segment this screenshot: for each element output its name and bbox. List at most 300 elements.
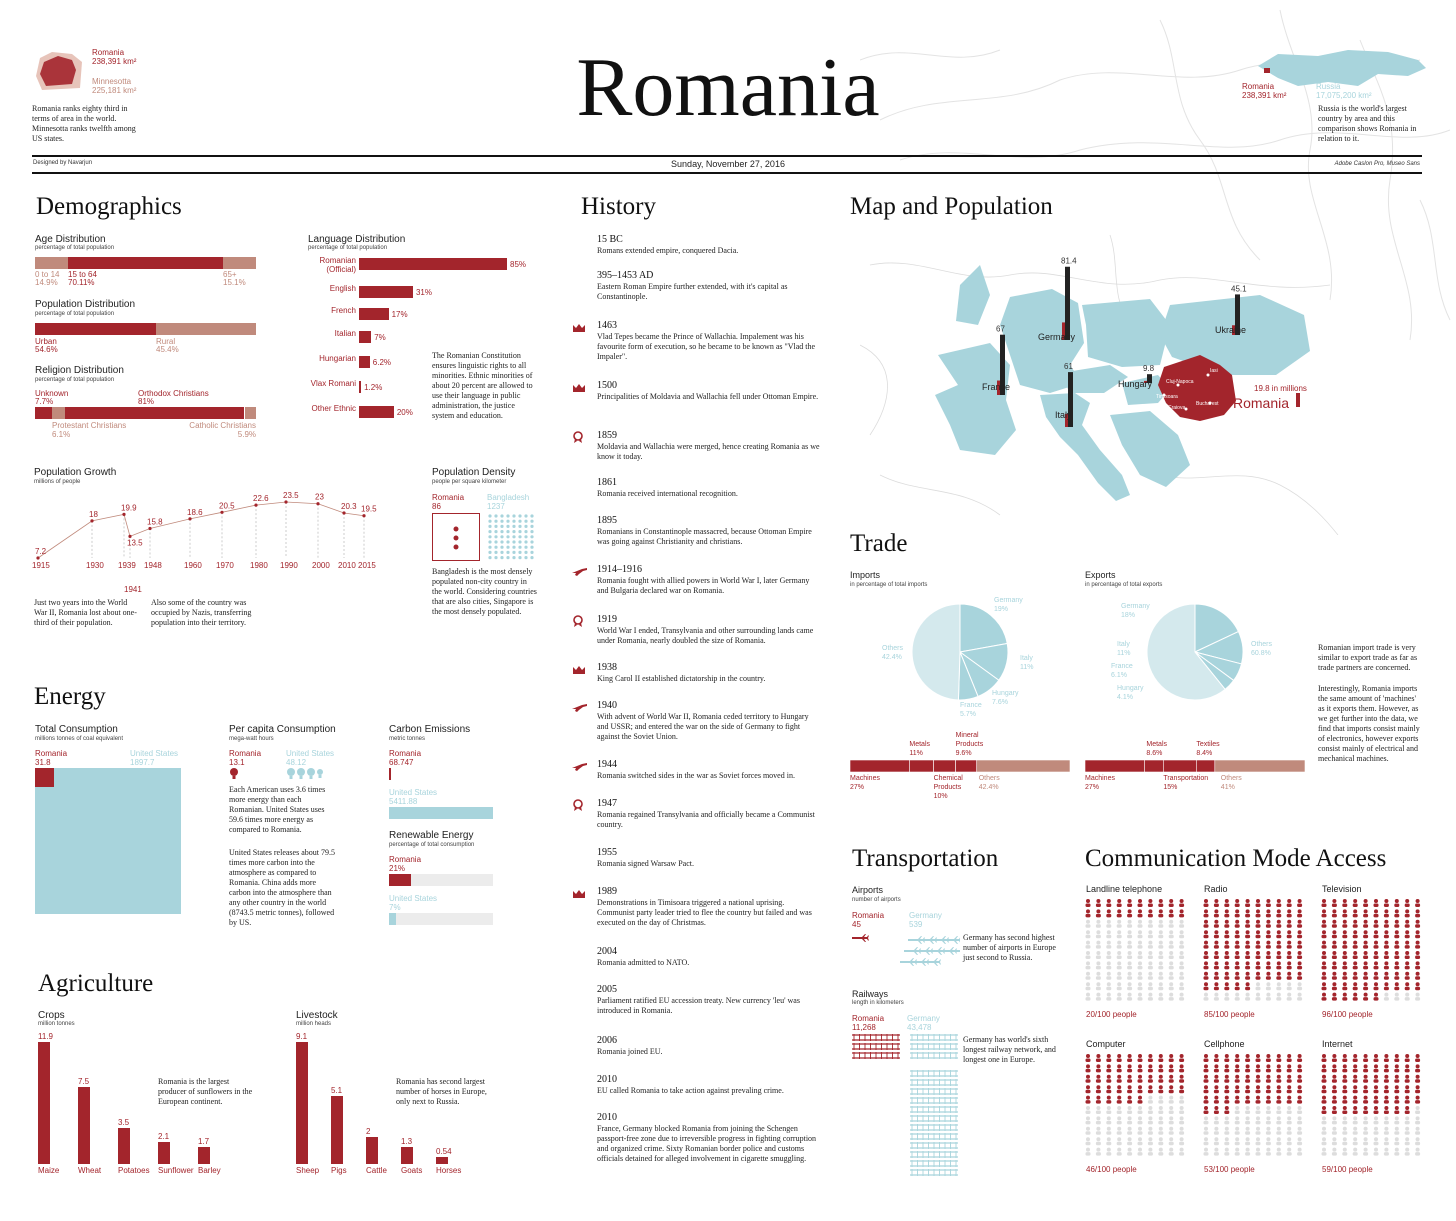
person-icon (1353, 993, 1358, 1001)
person-icon (1363, 1075, 1368, 1083)
person-icon (1332, 961, 1337, 969)
renewable-romania-track (389, 874, 493, 886)
person-icon (1204, 1054, 1209, 1062)
age-subtitle: percentage of total population (35, 245, 115, 251)
person-icon (1384, 941, 1389, 949)
person-icon (1127, 920, 1132, 928)
person-icon (1405, 982, 1410, 990)
airports-subtitle: number of airports (852, 897, 901, 903)
renewable-romania-fill (389, 874, 411, 886)
person-icon (1276, 1054, 1281, 1062)
language-subtitle: percentage of total population (308, 245, 388, 251)
person-icon (1297, 920, 1302, 928)
person-icon (1342, 930, 1347, 938)
person-icon (1148, 899, 1153, 907)
tc-us-value: 1897.7 (130, 758, 155, 767)
person-icon (1086, 1148, 1091, 1156)
person-icon (1322, 1127, 1327, 1135)
agri-label: Cattle (366, 1166, 387, 1175)
crop-value: 1.3 (401, 1136, 413, 1146)
history-text: France, Germany blocked Romania from joining the Schengen passport-free zone due to irreversible progress in fighting corruption and organized crime. Sixty Romanian border police and customs officials detained for alleged involvement in cigarette smuggling. (597, 1124, 817, 1163)
history-year: 1895 (597, 515, 617, 526)
percapita-subtitle: mega-watt hours (229, 736, 274, 742)
crop-value: 3.5 (118, 1118, 130, 1128)
history-text: Vlad Tepes became the Prince of Wallachia. Impalement was his favourite form of execution, so he became to be known as "Vlad the Impaler". (597, 332, 816, 361)
history-year: 1989 (597, 886, 617, 897)
density-dot (506, 520, 509, 523)
comm-mode-value: 59/100 people (1322, 1165, 1373, 1174)
map-population-value: 81.4 (1061, 256, 1077, 266)
person-icon (1322, 899, 1327, 907)
person-icon (1394, 909, 1399, 917)
density-dot (494, 525, 497, 528)
person-icon (1214, 899, 1219, 907)
fonts-credit: Adobe Caslon Pro, Museo Sans (1334, 161, 1420, 167)
person-icon (1158, 1096, 1163, 1104)
person-icon (1148, 930, 1153, 938)
density-dot (506, 546, 509, 549)
person-icon (1322, 1054, 1327, 1062)
person-icon (1276, 1106, 1281, 1114)
person-icon (1245, 941, 1250, 949)
language-bar (359, 286, 413, 298)
person-icon (1169, 930, 1174, 938)
catholic-label: Catholic Christians (189, 421, 256, 430)
person-icon (1204, 982, 1209, 990)
person-icon (1204, 930, 1209, 938)
person-icon (1138, 1096, 1143, 1104)
product-label: Textiles (1196, 741, 1220, 748)
person-icon (1353, 1075, 1358, 1083)
density-dot (494, 546, 497, 549)
person-icon (1096, 951, 1101, 959)
designed-by: Designed by Navarjun (33, 160, 93, 166)
density-dot (512, 540, 515, 543)
density-dot (524, 556, 527, 559)
person-icon (1342, 1137, 1347, 1145)
person-icon (1106, 930, 1111, 938)
person-icon (1158, 993, 1163, 1001)
person-icon (1322, 1075, 1327, 1083)
person-icon (1106, 1106, 1111, 1114)
person-icon (1138, 1085, 1143, 1093)
person-icon (1179, 951, 1184, 959)
person-icon (1276, 909, 1281, 917)
person-icon (1363, 899, 1368, 907)
person-icon (1384, 909, 1389, 917)
person-icon (1204, 961, 1209, 969)
medal-icon (572, 798, 588, 810)
person-icon (1169, 1054, 1174, 1062)
comm-people-grid (1320, 1053, 1430, 1163)
person-icon (1415, 1106, 1420, 1114)
age-65-value: 15.1% (223, 278, 246, 287)
person-icon (1374, 993, 1379, 1001)
age-0-14-label: 0 to 14 (35, 270, 60, 279)
product-label: 27% (1085, 784, 1100, 791)
person-icon (1276, 941, 1281, 949)
person-icon (1266, 951, 1271, 959)
railway-track-icon (910, 1034, 958, 1059)
person-icon (1322, 1137, 1327, 1145)
person-icon (1297, 909, 1302, 917)
person-icon (1106, 1064, 1111, 1072)
person-icon (1297, 1096, 1302, 1104)
person-icon (1276, 961, 1281, 969)
product-segment (850, 760, 909, 772)
person-icon (1322, 1085, 1327, 1093)
person-icon (1148, 961, 1153, 969)
person-icon (1374, 920, 1379, 928)
person-icon (1322, 1096, 1327, 1104)
person-icon (1117, 930, 1122, 938)
density-dot (500, 535, 503, 538)
russia-cmp-romania-label: Romania (1242, 82, 1275, 91)
person-icon (1224, 1116, 1229, 1124)
person-icon (1148, 1085, 1153, 1093)
person-icon (1158, 1127, 1163, 1135)
popdist-title: Population Distribution (35, 299, 136, 310)
person-icon (1158, 920, 1163, 928)
person-icon (1287, 909, 1292, 917)
person-icon (1127, 1064, 1132, 1072)
person-icon (1245, 1137, 1250, 1145)
person-icon (1384, 1085, 1389, 1093)
person-icon (1214, 982, 1219, 990)
pie-slice-label: Others (1251, 641, 1273, 648)
person-icon (1179, 1075, 1184, 1083)
person-icon (1086, 920, 1091, 928)
agri-bar (366, 1137, 378, 1164)
person-icon (1138, 899, 1143, 907)
person-icon (1342, 1106, 1347, 1114)
product-segment (1163, 760, 1196, 772)
person-icon (1214, 941, 1219, 949)
agri-bar (38, 1042, 50, 1164)
person-icon (1224, 1127, 1229, 1135)
person-icon (1158, 899, 1163, 907)
person-icon (1405, 993, 1410, 1001)
person-icon (1214, 1148, 1219, 1156)
person-icon (1204, 1106, 1209, 1114)
person-icon (1204, 1096, 1209, 1104)
product-label: Others (978, 775, 1000, 782)
person-icon (1204, 972, 1209, 980)
person-icon (1214, 1075, 1219, 1083)
language-label: Other Ethnic (311, 404, 356, 413)
person-icon (1169, 1137, 1174, 1145)
language-value: 6.2% (372, 358, 392, 367)
crop-value: 0.54 (436, 1146, 452, 1156)
person-icon (1363, 993, 1368, 1001)
pie-slice-value: 42.4% (882, 654, 902, 661)
person-icon (1224, 1075, 1229, 1083)
density-dot (500, 546, 503, 549)
carbon-romania-label: Romania (389, 749, 422, 758)
agri-label: Maize (38, 1166, 60, 1175)
communication-grids (1080, 880, 1430, 1180)
product-label: Products (955, 741, 984, 748)
person-icon (1287, 1127, 1292, 1135)
pie-slice-value: 18% (1121, 612, 1136, 619)
density-dot (506, 525, 509, 528)
density-dot (518, 520, 521, 523)
crop-value: 9.1 (296, 1032, 308, 1041)
density-dot (500, 551, 503, 554)
person-icon (1332, 1064, 1337, 1072)
history-year: 2005 (597, 984, 617, 995)
pc-us-label: United States (286, 749, 335, 758)
person-icon (1256, 899, 1261, 907)
map-country-label: Ukraine (1215, 325, 1247, 335)
person-icon (1384, 1137, 1389, 1145)
agri-bar (296, 1042, 308, 1164)
person-icon (1256, 993, 1261, 1001)
person-icon (1096, 1075, 1101, 1083)
agri-bar (158, 1142, 170, 1164)
history-text: With advent of World War II, Romania ceded territory to Hungary and USSR; and entered the war on the side of Germany to fight against the Soviet Union. (597, 712, 809, 741)
person-icon (1179, 982, 1184, 990)
religion-unknown-seg (35, 407, 52, 419)
person-icon (1363, 1064, 1368, 1072)
person-icon (1297, 1085, 1302, 1093)
person-icon (1287, 1116, 1292, 1124)
person-icon (1179, 941, 1184, 949)
airports-romania-label: Romania (852, 911, 885, 920)
person-icon (1287, 1054, 1292, 1062)
person-icon (1235, 961, 1240, 969)
person-icon (1214, 930, 1219, 938)
person-icon (1235, 1116, 1240, 1124)
person-icon (1342, 982, 1347, 990)
density-dot (488, 540, 491, 543)
person-icon (1245, 909, 1250, 917)
person-icon (1287, 920, 1292, 928)
product-label: 15% (1163, 784, 1178, 791)
crops-note: Romania is the largest producer of sunflowers in the European continent. (158, 1077, 253, 1106)
poland-shape (1082, 299, 1170, 367)
person-icon (1353, 941, 1358, 949)
person-icon (1266, 961, 1271, 969)
person-icon (1415, 1116, 1420, 1124)
map-country-label: Italy (1055, 410, 1072, 420)
history-year: 15 BC (597, 234, 623, 245)
person-icon (1287, 941, 1292, 949)
person-icon (1214, 972, 1219, 980)
person-icon (1363, 1127, 1368, 1135)
density-dot (494, 556, 497, 559)
person-icon (1106, 941, 1111, 949)
person-icon (1374, 1137, 1379, 1145)
person-icon (1117, 972, 1122, 980)
person-icon (1394, 972, 1399, 980)
person-icon (1384, 1054, 1389, 1062)
person-icon (1342, 899, 1347, 907)
growth-year-label: 2000 (312, 561, 330, 570)
person-icon (1179, 1106, 1184, 1114)
person-icon (1256, 1106, 1261, 1114)
person-icon (1245, 1075, 1250, 1083)
person-icon (1322, 982, 1327, 990)
density-romania-label: Romania (432, 493, 465, 502)
person-icon (1245, 899, 1250, 907)
person-icon (1266, 930, 1271, 938)
person-icon (1158, 941, 1163, 949)
demographics-heading: Demographics (36, 193, 182, 220)
language-bar (359, 381, 361, 393)
percapita-note-1: Each American uses 3.6 times more energy than each Romanian. United States uses 59.6 times more energy as compared to Romania. (229, 785, 326, 834)
person-icon (1332, 982, 1337, 990)
person-icon (1169, 1085, 1174, 1093)
header-rule-bottom (32, 172, 1422, 174)
tc-us-label: United States (130, 749, 179, 758)
person-icon (1363, 1106, 1368, 1114)
growth-point (220, 511, 223, 514)
person-icon (1297, 1106, 1302, 1114)
person-icon (1353, 972, 1358, 980)
person-icon (1353, 1148, 1358, 1156)
popdist-bar (35, 323, 256, 335)
person-icon (1214, 1085, 1219, 1093)
agri-bar (436, 1157, 448, 1164)
density-dot (524, 551, 527, 554)
person-icon (1127, 930, 1132, 938)
person-icon (1127, 1075, 1132, 1083)
density-dot (488, 530, 491, 533)
age-15-64-value: 70.11% (68, 278, 95, 287)
imports-pie-chart (850, 590, 1050, 720)
map-population-bar (1065, 267, 1070, 340)
pie-slice-label: Italy (1020, 655, 1033, 662)
growth-point (148, 527, 151, 530)
person-icon (1138, 972, 1143, 980)
crop-value: 7.5 (78, 1077, 90, 1087)
person-icon (1127, 1137, 1132, 1145)
density-bangladesh-grid (487, 513, 535, 561)
person-icon (1394, 1075, 1399, 1083)
person-icon (1287, 993, 1292, 1001)
person-icon (1245, 1127, 1250, 1135)
person-icon (1297, 993, 1302, 1001)
person-icon (1405, 1096, 1410, 1104)
person-icon (1374, 930, 1379, 938)
growth-year-label: 1970 (216, 561, 234, 570)
person-icon (1353, 982, 1358, 990)
history-text: World War I ended, Transylvania and other surrounding lands came under Romania, nearly doubled the size of Romania. (597, 626, 814, 645)
person-icon (1138, 1054, 1143, 1062)
airplane-icon (924, 958, 941, 966)
growth-value-label: 15.8 (147, 517, 163, 527)
crown-icon (572, 886, 588, 898)
person-icon (1322, 941, 1327, 949)
person-icon (1384, 972, 1389, 980)
railways-germany-label: Germany (907, 1014, 940, 1023)
population-growth-chart (28, 488, 388, 600)
person-icon (1353, 1116, 1358, 1124)
person-icon (1235, 1085, 1240, 1093)
person-icon (1287, 1106, 1292, 1114)
language-value: 31% (415, 288, 432, 297)
person-icon (1297, 961, 1302, 969)
person-icon (1235, 909, 1240, 917)
comm-mode-title: Television (1322, 884, 1362, 894)
person-icon (1169, 982, 1174, 990)
person-icon (1235, 993, 1240, 1001)
density-dot (500, 525, 503, 528)
density-dot (488, 535, 491, 538)
date-line: Sunday, November 27, 2016 (671, 159, 785, 169)
person-icon (1276, 1096, 1281, 1104)
person-icon (1224, 941, 1229, 949)
person-icon (1086, 951, 1091, 959)
person-icon (1127, 1106, 1132, 1114)
person-icon (1179, 1116, 1184, 1124)
tc-us-square (35, 768, 181, 914)
person-icon (1086, 1137, 1091, 1145)
density-dot (530, 546, 533, 549)
airplane-icon (852, 934, 869, 942)
crop-value: 5.1 (331, 1085, 343, 1095)
person-icon (1148, 1075, 1153, 1083)
map-population-value: 67 (996, 324, 1005, 334)
density-dot (530, 530, 533, 533)
agri-bar (331, 1096, 343, 1164)
age-seg-65 (223, 257, 256, 269)
person-icon (1158, 1148, 1163, 1156)
person-icon (1363, 1096, 1368, 1104)
italy-shape (1040, 393, 1130, 501)
person-icon (1169, 920, 1174, 928)
person-icon (1235, 1137, 1240, 1145)
person-icon (1256, 961, 1261, 969)
growth-point (122, 513, 125, 516)
religion-orthodox-seg (65, 407, 244, 419)
history-year: 1859 (597, 430, 617, 441)
person-icon (1287, 1085, 1292, 1093)
history-year: 2010 (597, 1074, 617, 1085)
product-label: Machines (1085, 775, 1115, 782)
person-icon (1276, 1075, 1281, 1083)
growth-year-label: 2010 (338, 561, 356, 570)
transportation-heading: Transportation (852, 845, 999, 872)
person-icon (1096, 899, 1101, 907)
person-icon (1276, 899, 1281, 907)
header-rule-top (32, 155, 1422, 157)
person-icon (1148, 993, 1153, 1001)
person-icon (1415, 1137, 1420, 1145)
density-dot (518, 530, 521, 533)
trade-heading: Trade (850, 530, 908, 557)
person-icon (1179, 1085, 1184, 1093)
density-dot (488, 556, 491, 559)
map-city-label: Cluj-Napoca (1166, 379, 1194, 385)
railways-title: Railways (852, 989, 889, 999)
gun-icon (572, 700, 588, 712)
density-romania-value: 86 (432, 502, 441, 511)
history-year: 1500 (597, 380, 617, 391)
person-icon (1342, 1116, 1347, 1124)
tc-romania-label: Romania (35, 749, 68, 758)
history-year: 1940 (597, 700, 617, 711)
person-icon (1138, 982, 1143, 990)
person-icon (1204, 1116, 1209, 1124)
density-dot (500, 530, 503, 533)
person-icon (1256, 941, 1261, 949)
person-icon (1148, 1096, 1153, 1104)
history-year: 1944 (597, 759, 617, 770)
person-icon (1353, 1096, 1358, 1104)
comm-mode-value: 85/100 people (1204, 1010, 1255, 1019)
